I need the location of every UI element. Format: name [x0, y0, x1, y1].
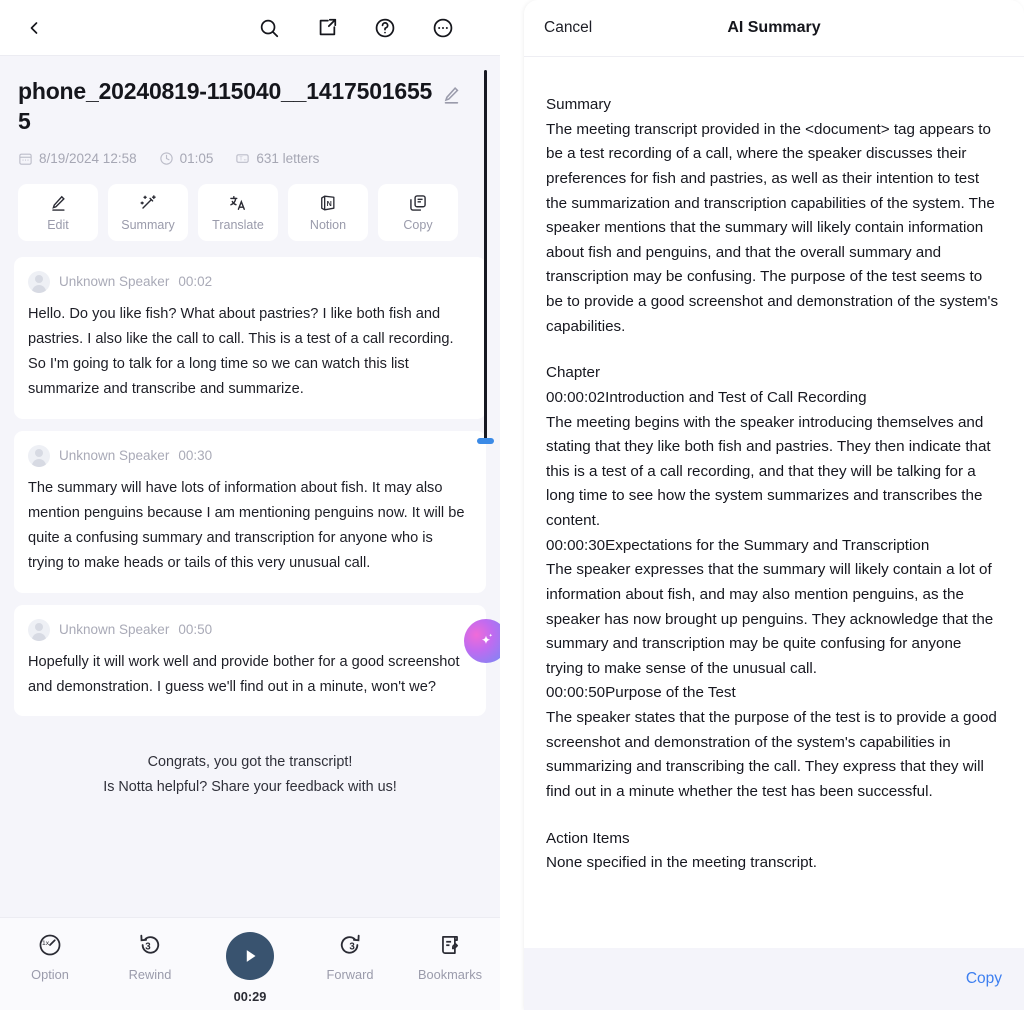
cancel-button[interactable]: Cancel — [544, 19, 593, 36]
pencil-icon — [48, 193, 68, 213]
chapter-title[interactable]: 00:00:50Purpose of the Test — [546, 684, 736, 702]
avatar — [28, 445, 50, 467]
chip-summary[interactable] — [108, 184, 188, 241]
ai-sparkle-button[interactable] — [464, 619, 500, 663]
play-circle[interactable] — [226, 932, 274, 980]
ai-summary-sheet — [524, 0, 1024, 1010]
letter-count-icon — [235, 151, 250, 166]
svg-text:3: 3 — [349, 941, 355, 953]
sheet-content — [524, 57, 1024, 952]
document-meta — [18, 151, 480, 166]
play-icon — [239, 945, 261, 967]
chapter-body: The speaker expresses that the summary will likely contain a lot of information about fish, and may also mention penguins, as the speaker has now brought up penguins. They acknowledge that the summary and transcription may be quite confusing for anyone trying to make sense of the unusual call. — [546, 561, 994, 677]
chip-notion[interactable] — [288, 184, 368, 241]
svg-text:T: T — [239, 156, 244, 163]
player-play-button[interactable] — [206, 932, 294, 1004]
avatar — [28, 271, 50, 293]
bubble-header — [28, 271, 470, 293]
meta-date-value: 8/19/2024 12:58 — [39, 150, 137, 166]
chip-translate-label: Translate — [212, 217, 264, 232]
chip-translate[interactable] — [198, 184, 278, 241]
forward-3-icon — [337, 932, 363, 958]
transcript-panel — [0, 0, 500, 1010]
transcript-list — [0, 257, 500, 716]
bubble-text: The summary will have lots of information about fish. It may also mention penguins because I am mentioning penguins now. It will be quite a confusing summary and transcription for anyone who is trying to make heads or tails of this very unusual call. — [28, 479, 465, 572]
congrats-line-1: Congrats, you got the transcript! — [147, 754, 353, 771]
player-forward-button[interactable] — [306, 932, 394, 982]
svg-text:3: 3 — [145, 941, 151, 953]
document-header — [0, 56, 500, 166]
meta-letters-value: 631 letters — [256, 150, 320, 166]
player-forward-label: Forward — [326, 967, 374, 982]
scrollbar-track[interactable] — [484, 70, 487, 442]
speaker-name: Unknown Speaker — [59, 622, 170, 638]
back-button[interactable] — [14, 18, 54, 38]
more-ellipsis-icon[interactable] — [414, 17, 472, 39]
scrollbar-thumb[interactable] — [477, 438, 494, 444]
chip-summary-label: Summary — [121, 217, 175, 232]
clock-icon — [159, 151, 174, 166]
rename-title-button[interactable] — [440, 84, 462, 106]
copy-summary-button[interactable]: Copy — [965, 970, 1002, 987]
transcript-bubble[interactable] — [14, 257, 486, 419]
chapter-title[interactable]: 00:00:02Introduction and Test of Call Recording — [546, 388, 867, 406]
player-rewind-button[interactable] — [106, 932, 194, 982]
help-circle-icon[interactable] — [356, 17, 414, 39]
bubble-text: Hopefully it will work well and provide bother for a good screenshot and demonstration. I guess we'll find out in a minute, won't we? — [28, 653, 460, 695]
svg-text:N: N — [326, 199, 332, 208]
chapter-heading: Chapter — [546, 364, 601, 382]
meta-date — [18, 151, 137, 166]
calendar-icon — [18, 151, 33, 166]
player-option-button[interactable] — [6, 932, 94, 982]
section-gap — [546, 805, 1002, 827]
notion-icon — [318, 193, 338, 213]
bubble-header — [28, 445, 470, 467]
ai-sparkle-icon — [476, 631, 496, 651]
sheet-footer — [524, 948, 1024, 1010]
meta-letters — [235, 151, 319, 166]
player-rewind-label: Rewind — [128, 967, 172, 982]
section-gap — [546, 339, 1002, 361]
transcript-bubble[interactable] — [14, 605, 486, 716]
bubble-header — [28, 619, 470, 641]
search-icon[interactable] — [240, 17, 298, 39]
congrats-message — [0, 750, 500, 801]
player-current-time: 00:29 — [233, 989, 267, 1004]
sheet-header — [524, 0, 1024, 57]
chip-edit-label: Edit — [47, 217, 69, 232]
chapter-body: The meeting begins with the speaker introducing themselves and stating that they like both fish and pastries. They then indicate that this is a test of a call recording, and that they will be talking for a long time to see how the system summarizes and transcribes the content. — [546, 413, 991, 529]
action-items-heading: Action Items — [546, 829, 630, 847]
chapter-title[interactable]: 00:00:30Expectations for the Summary and Transcription — [546, 536, 930, 554]
bubble-text: Hello. Do you like fish? What about pastries? I like both fish and pastries. I also like the call to call. This is a test of a call recording. So I'm going to talk for a long time so we can watch this list summarize and transcribe and summarize. — [28, 305, 454, 398]
avatar — [28, 619, 50, 641]
chapter-body: The speaker states that the purpose of the test is to provide a good screenshot and demonstration of the system's capabilities in summarizing and transcribing the call. They express that they will find out in a minute whether the test has been successful. — [546, 709, 997, 800]
chip-copy[interactable] — [378, 184, 458, 241]
sheet-title: AI Summary — [727, 19, 821, 36]
chip-notion-label: Notion — [309, 217, 347, 232]
action-items-text: None specified in the meeting transcript. — [546, 854, 817, 872]
speaker-name: Unknown Speaker — [59, 274, 170, 290]
bookmarks-icon — [437, 932, 463, 958]
top-toolbar — [0, 0, 500, 56]
congrats-line-2: Is Notta helpful? Share your feedback with us! — [103, 779, 397, 796]
sparkle-wand-icon — [138, 193, 158, 213]
player-option-label: Option — [31, 967, 69, 982]
speaker-timestamp[interactable]: 00:50 — [178, 622, 213, 638]
page-title: phone_20240819-115040__14175016555 — [18, 78, 433, 135]
chip-copy-label: Copy — [403, 217, 433, 232]
player-bookmarks-button[interactable] — [406, 932, 494, 982]
panel-gutter — [500, 0, 524, 1010]
speaker-name: Unknown Speaker — [59, 448, 170, 464]
speed-1x-icon — [37, 932, 63, 958]
speaker-timestamp[interactable]: 00:02 — [178, 274, 213, 290]
svg-text:1x: 1x — [41, 940, 50, 948]
player-bookmarks-label: Bookmarks — [417, 967, 482, 982]
translate-icon — [228, 193, 248, 213]
meta-duration-value: 01:05 — [179, 150, 214, 166]
playback-toolbar — [0, 917, 500, 1010]
summary-heading: Summary — [546, 96, 611, 113]
copy-icon — [408, 193, 428, 213]
meta-duration — [159, 151, 214, 166]
transcript-bubble[interactable] — [14, 431, 486, 593]
share-export-icon[interactable] — [298, 17, 356, 39]
rewind-3-icon — [137, 932, 163, 958]
speaker-timestamp[interactable]: 00:30 — [178, 448, 213, 464]
action-chip-row — [0, 184, 500, 241]
chip-edit[interactable] — [18, 184, 98, 241]
summary-text: The meeting transcript provided in the <document> tag appears to be a test recording of a call, where the speaker discusses their preferences for fish and pastries, as well as their intention to test the summarization and transcription capabilities of the system. The speaker mentions that the summary will likely contain information about fish and penguins, and that the overall summary and transcription may be confusing. The purpose of the test seems to be to provide a good screenshot and demonstration of the system's capabilities. — [546, 120, 999, 335]
